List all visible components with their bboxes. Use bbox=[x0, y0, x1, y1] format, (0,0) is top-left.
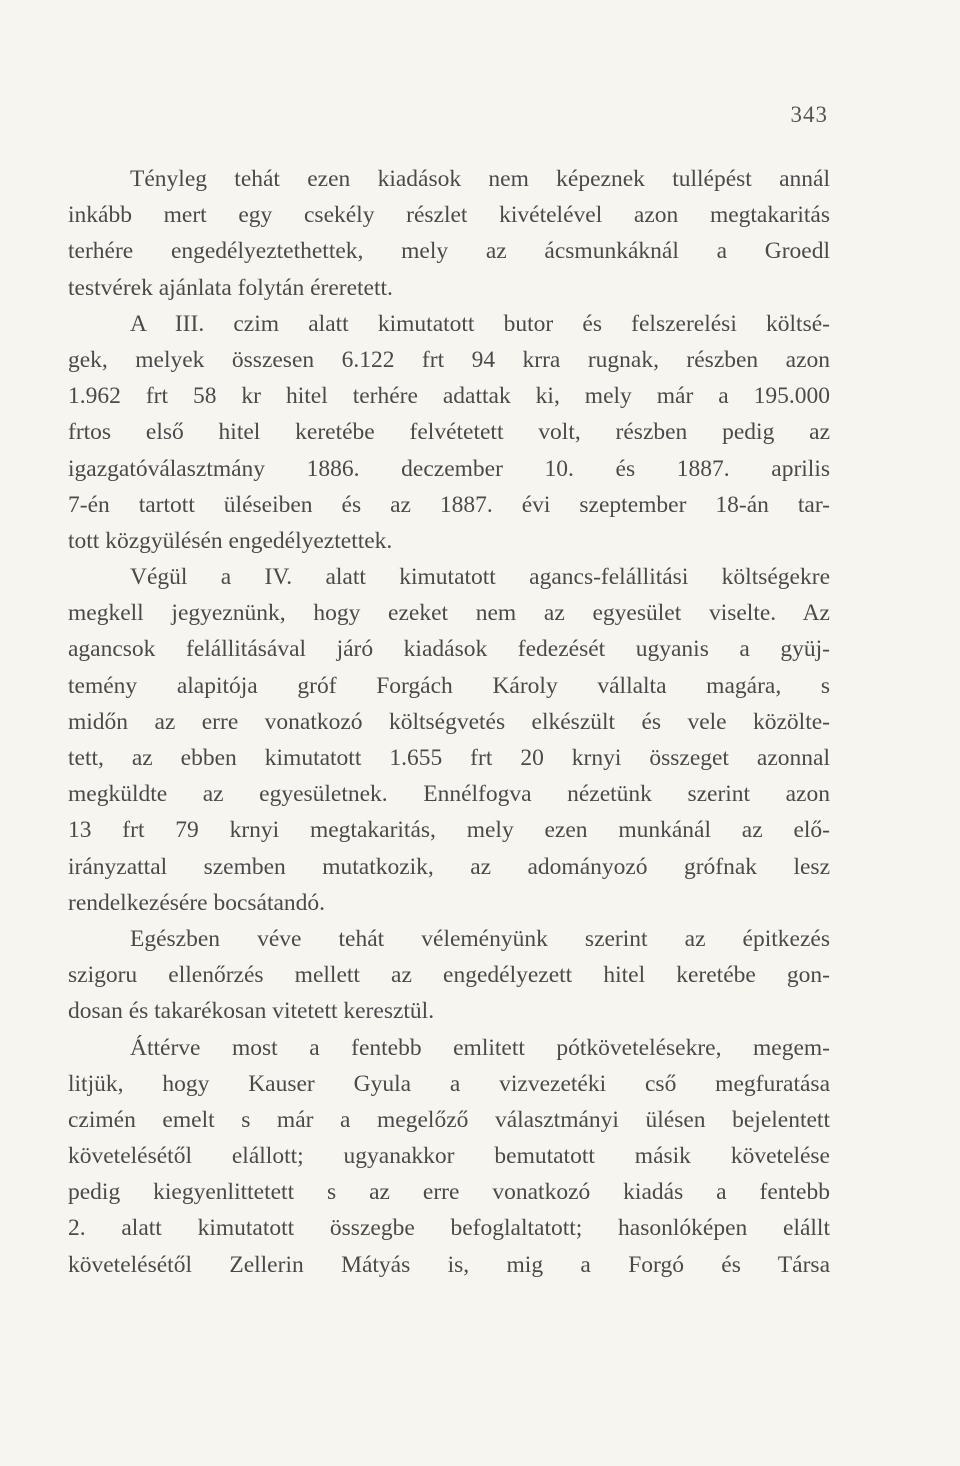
text-line: rendelkezésére bocsátandó. bbox=[68, 889, 326, 916]
text-line: gek, melyek összesen 6.122 frt 94 krra rugnak, részben azon bbox=[68, 346, 830, 373]
text-line: irányzattal szemben mutatkozik, az adományozó grófnak lesz bbox=[68, 853, 830, 880]
text-line: 1.962 frt 58 kr hitel terhére adattak ki, mely már a 195.000 bbox=[68, 383, 830, 410]
page-number: 343 bbox=[790, 102, 828, 127]
text-line: Végül a IV. alatt kimutatott agancs-felállitási költségekre bbox=[130, 564, 830, 591]
text-line: Áttérve most a fentebb emlitett pótkövetelésekre, megem- bbox=[130, 1034, 830, 1061]
text-line: 7-én tartott üléseiben és az 1887. évi szeptember 18-án tar- bbox=[68, 491, 830, 518]
paragraph bbox=[68, 921, 830, 1030]
text-line: 2. alatt kimutatott összegbe befoglaltatott; hasonlóképen elállt bbox=[68, 1215, 830, 1242]
paragraph bbox=[68, 306, 830, 559]
text-line: Egészben véve tehát véleményünk szerint az épitkezés bbox=[130, 925, 830, 952]
paragraph bbox=[68, 559, 830, 921]
text-line: midőn az erre vonatkozó költségvetés elkészült és vele közölte- bbox=[68, 708, 830, 735]
text-line: tett, az ebben kimutatott 1.655 frt 20 krnyi összeget azonnal bbox=[68, 745, 830, 771]
text-line: szigoru ellenőrzés mellett az engedélyezett hitel keretébe gon- bbox=[68, 962, 830, 989]
body-text bbox=[68, 161, 830, 1283]
text-line: követelésétől elállott; ugyanakkor bemutatott másik követelése bbox=[68, 1143, 830, 1170]
text-line: Tényleg tehát ezen kiadások nem képeznek tullépést annál bbox=[130, 166, 830, 192]
paragraph bbox=[68, 1030, 830, 1283]
paragraph bbox=[68, 161, 830, 306]
text-line: terhére engedélyeztethettek, mely az ácsmunkáknál a Groedl bbox=[68, 238, 830, 265]
text-line: 13 frt 79 krnyi megtakaritás, mely ezen munkánál az elő- bbox=[68, 817, 830, 844]
text-line: testvérek ajánlata folytán éreretett. bbox=[68, 274, 393, 301]
text-line: megkell jegyeznünk, hogy ezeket nem az egyesület viselte. Az bbox=[68, 600, 830, 627]
text-line: temény alapitója gróf Forgách Károly vállalta magára, s bbox=[68, 672, 830, 699]
text-line: litjük, hogy Kauser Gyula a vizvezetéki cső megfuratása bbox=[68, 1070, 830, 1097]
text-line: megküldte az egyesületnek. Ennélfogva nézetünk szerint azon bbox=[68, 781, 830, 808]
text-line: pedig kiegyenlittetett s az erre vonatkozó kiadás a fentebb bbox=[68, 1179, 830, 1206]
text-line: frtos első hitel keretébe felvétetett volt, részben pedig az bbox=[68, 419, 830, 446]
text-line: tott közgyülésén engedélyeztettek. bbox=[68, 527, 393, 554]
text-line: czimén emelt s már a megelőző választmányi ülésen bejelentett bbox=[68, 1106, 830, 1133]
text-line: A III. czim alatt kimutatott butor és felszerelési költsé- bbox=[130, 310, 830, 337]
text-line: igazgatóválasztmány 1886. deczember 10. és 1887. aprilis bbox=[68, 455, 830, 482]
text-line: követelésétől Zellerin Mátyás is, mig a Forgó és Társa bbox=[68, 1251, 830, 1278]
text-line: agancsok felállitásával járó kiadások fedezését ugyanis a gyüj- bbox=[68, 636, 830, 663]
text-line: inkább mert egy csekély részlet kivételével azon megtakaritás bbox=[68, 202, 830, 229]
text-line: dosan és takarékosan vitetett keresztül. bbox=[68, 998, 435, 1025]
